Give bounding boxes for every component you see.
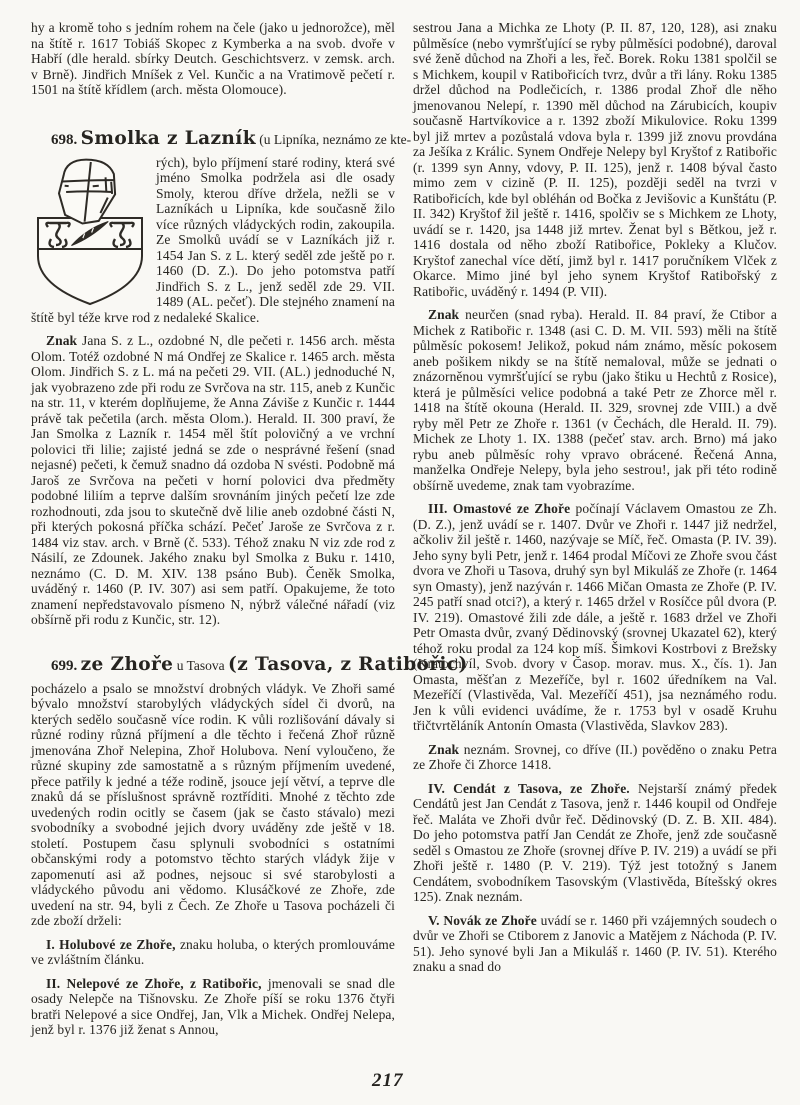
section-title-note: (u Lipníka, neznámo ze kte- [259,131,412,147]
paragraph-lead: Znak [46,333,78,348]
list-item-novak [413,913,777,975]
coat-of-arms-icon [34,158,146,308]
paragraph-rest: jmenovali se snad dle osady Nelepče na Tišnovsku. Ze Zhoře píší se roku 1376 čtyři bratři Nelepové a sice Ondřej, Jan, Vlk a Michek. Ondřej Nelepa, jenž byl r. 1376 již ženat s Annou, [31,975,396,1037]
list-item-omastove [413,501,777,734]
paragraph-znak-nelepove [413,307,777,493]
list-item-holubove [31,937,395,968]
helmet-icon [57,158,118,226]
coat-of-arms-figure [34,158,146,308]
section-698-body [31,155,395,326]
list-item-cendat [413,781,777,905]
paragraph-lead: IV. Cendát z Tasova, ze Zhoře. [428,780,630,796]
paragraph-rest: neurčen (snad ryba). Herald. II. 84 praví, že Ctibor a Michek z Ratibořic r. 1348 (asi C. D. M. VII. 593) měli na štítě půlměsíc pokosem! Jelikož, pokud nám známo, měsíc pokosem aneb pošikem nikdy se na štítě nemaloval, může se jednati o znázorněnou vymršťující se rybu (jako štiku u Hechtů z Rosice), která je půlměsíci velice podobná a také Petr ze Zhorce měl r. 1418 na štítě okouna (Herald. II. 329, srovnej zde VIII.) a dvě ryby měl Petr ze Zhoře r. 1361 (v Čechách, dle Herald. II. 79). Michek ze Lhoty 1. IX. 1388 (pečeť stav. arch. Brno) má jako rybu aneb půlměsíc rohy vpravo obrácené. Řečená Anna, manželka Ondřeje Nelepy, byla jeho sestrou!, jak při této rodině obšírně uvedeme, znak tam vyobrazíme. [413,307,777,493]
left-column [31,20,468,1038]
paragraph-lead: Znak [428,307,460,322]
paragraph-continuation: sestrou Jana a Michka ze Lhoty (P. II. 87, 120, 128), asi znaku půlměsíce (nebo vymršťující se ryby půlměsíci podobné), daroval své ženě důchod na Zhoři a les, řeč. Borek. Roku 1381 spolčil se s Michkem, koupil v Ratibořicích tvrz, dvůr a tři lány. Roku 1385 držel důchod na Podlečicích, r. 1386 prodal Zhoř dle něho jmenovanou Nelepí, r. 1390 měl důchod na Zárubicích, koupiv současně Hartvíkovice a r. 1392 zboží Mikulovice. Roku 1399 byl již mrtev a pozůstalá vdova byla r. 1399 již znovu provdána za Ješíka z Králic. Synem Ondřeje Nelepy byl Kryštof z Ratibořic (r. 1399 syn Anny, vdovy, P. II. 125), jenž r. 1408 býval často mimo zem v cizině (P. II. 125), později seděl na tvrzi v Ratibořicích, kde byl obléhán od Bočka z Jevišovic a Kunštátu (P. II. 342) Kryštof žil ještě r. 1416, spolčiv se s Michkem ze Lhoty, uvádí se r. 1420, jsa 1448 již mrtev. Ženat byl s Bětkou, jež r. 1416 dostala od něho zboží Ratibořice, Pokleky a Klučov. Kryštof zanechal více dětí, jimž byl r. 1417 poručníkem Vlček z Okarce. Mimo jiné byl jeho synem Kryštof Ratibořský z Ratibořic, uváděný r. 1494 (P. VII). [413,20,777,299]
paragraph-lead: V. Novák ze Zhoře [428,912,537,928]
list-item-nelepove [31,976,395,1038]
paragraph-rest: počínají Václavem Omastou ze Zh. (D. Z.), jenž uvádí se r. 1407. Dvůr ve Zhoři r. 1447 již nedržel, ačkoliv žil ještě r. 1460, nazývaje se Míč, řeč. Omasta (P. IV. 39). Jeho syny byli Petr, jenž r. 1464 prodal Míčovi ze Zhoře svou část dvora ve Zhoři u Tasova, druhý syn byl Mikuláš ze Zhoře (r. 1464 syn Omasty), jenž nazýván r. 1466 Mičan Omasta ze Zhoře (P. IV. 245 patří snad otci?), a který r. 1465 držel v Rosíčce půl dvora (P. IV. 219). Omastové žili zde dále, a ještě r. 1683 držel ve Zhoři Petr Omasta dvůr, zvaný Dědinovský (srovnej Ukazatel 62), který téhož roku prodal za 124 kop míš. Šimkovi Kostrbovi z Brežsky (Kratochvíl, Svob. dvory v Časop. morav. mus. X., čís. 1). Jan Omasta, měšťan z Mezeříče, byl r. 1602 úředníkem na Val. Mezeříčí (Vlastivěda, Val. Mezeříčí 451), jsa neznámého rodu. Jen k vůli evidenci uvádíme, že r. 1753 byl v osadě Kruhu třičtvrtěláník Antonín Omasta (Vlastivěda, Slavkov 283). [413,501,777,733]
paragraph-rest: Nejstarší známý předek Cendátů jest Jan Cendát z Tasova, jenž r. 1446 koupil od Ondřeje řeč. Maláta ve Zhoři dvůr řeč. Dědinovský (D. Z. B. XII. 484). Do jeho potomstva patří Jan Cendát ze Zhoře, jenž zde současně seděl s Omastou ze Zhoře (srovnej dříve P. IV. 219) a uvádí se při Zhoři ještě r. 1480 (P. V. 219). Týž jest totožný s Janem Cendátem, svobodníkem Tasovským (Vlastivěda, Bítešský okres 125). Znak neznám. [413,780,777,904]
paragraph-lead: Znak [428,741,460,757]
paragraph-rest: neznám. Srovnej, co dříve (II.) pověděno o znaku Petra ze Zhoře či Zhorce 1418. [413,741,777,772]
page-number: 217 [372,1070,404,1091]
paragraph-rest: znaku holuba, o kterých promlouváme ve zvláštním článku. [31,936,395,967]
section-number: 698. [51,131,78,148]
paragraph-lead: I. Holubové ze Zhoře, [46,936,176,952]
section-title: ze Zhoře [80,653,174,675]
paragraph-lead: III. Omastové ze Zhoře [428,501,571,516]
paragraph: rých), bylo příjmení staré rodiny, která své jméno Smolka podržela asi dle osady Smoly, kterou dříve držela, nežli se v Lazníkách u Lipníka, kde současně žilo více různých vládyckých rodin, zakoupila. Ze Smolků uvádí se v Lazníkách již r. 1454 Jan S. z L. který seděl zde ještě po r. 1460 (D. Z.). Do jeho potomstva patří Jindřich S. z L., jenž seděl zde 29. VII. 1489 (AL. pečeť). Dle stejného znamení na štítě byl téže krve rod z nedaleké Skalice. [31,154,395,325]
section-title-mid: u Tasova [176,657,225,673]
right-column [413,20,777,1038]
paragraph-rest: uvádí se r. 1460 při vzájemných soudech o dvůr ve Zhoři se Ctiborem z Janovic a Matějem z Náchoda (P. IV. 51). Jeho synové byli Jan a Mikuláš r. 1460 (P. IV. 51). Kterého znaku a snad do [413,912,777,974]
paragraph-lead: II. Nelepové ze Zhoře, z Ratibořic, [46,975,262,991]
section-heading-698 [31,127,412,151]
paragraph-rest: Jana S. z L., ozdobné N, dle pečeti r. 1456 arch. města Olom. Totéž ozdobné N má Ondřej ze Skalice r. 1465 arch. města Olom. Jindřich S. z L. má na pečeti 29. VII. (AL.) jednoduché N, jak vyobrazeno zde při rodu ze Svrčova na str. 115, aneb z Kunčic na str. 11, v kterém doplňujeme, že Anna Záviše z Kunčic r. 1444 právě tak pečetila (arch. města Olom.). Herald. II. 300 praví, že Jan Smolka z Lazník r. 1454 měl štít polovičný a ve vrchní polovici tři lilie; zajisté jedná se zde o nesprávné řešení (snad nejasné) pečeti, k čemuž snadno dá ozdoba N svésti. Podobně má Jaroš ze Svrčova na pečeti v horní polovici dva předměty podobné liliím a teprve dalším srovnáním jiných pečetí lze zde rozhodnouti, zda jsou to skutečně dvě lilie aneb ozdobné části N, při kterých pokosná příčka schází. Pečeť Jaroše ze Svrčova z r. 1484 viz stav. arch. v Brně (č. 533). Téhož znaku N viz zde rod z Násilí, ze Zdounek. Jakého znaku byl Smolka z Buku r. 1410, neznámo (C. D. M. XIV. 138 psáno Bub). Čeněk Smolka, uváděný r. 1460 (P. IV. 307) asi sem patří. Opakujeme, že toto znamení nepředstavovalo písmeno N, nýbrž válečné nářadí (viz obšírně při rodu z Kunčic, str. 12). [31,333,395,627]
paragraph-znak-smolka [31,333,395,628]
paragraph: pocházelo a psalo se množství drobných vládyk. Ve Zhoři samé bývalo množství starobylých vládyckých sídel či dvorů, na kterých sedělo současně více rodin. K vůli rozlišování dávaly si různé rodiny různá příjmení a dle těchto i řečená Zhoř různě jmenována Zhoř Nelepina, Zhoř Holubova. Není vyloučeno, že různé skupiny zde samostatně a s různým příjmením uvedené, přece patřily k jedné a téže rodině, jsouce její větví, a teprve dle znaků dá se příslušnost správně roztříditi. Mnohé z těchto zde uvedených rodin ocitly se časem (jak se často stávalo) mezi svobodníky a svobodné jejich dvory uváděny zde ještě v 18. století. Postupem času splynuli svobodníci s ostatními občanskými rody a potomstvo těchto starých vládyk žije v zapomenutí asi až podnes, nejsouc si své starobylosti a vládyckého původu ani vědomo. Klusáčkové ze Zhoře, zde uvedení na str. 94, byli z Čech. Ze Zhoře u Tasova pocházeli či zde zboží drželi: [31,680,395,928]
section-heading-699 [31,653,468,677]
section-title: Smolka z Lazník [80,127,256,149]
paragraph-continuation: hy a kromě toho s jedním rohem na čele (jako u jednorožce), měl na štítě r. 1617 Tobiáš Skopec z Kymberka a na svob. dvoře v Habří (dle herald. sbírky Deutch. Geschichtsverz. v zemsk. arch. v Brně). Jindřich Mníšek z Vel. Kunčic a na Vratimově pečetí r. 1501 na štítě křídlem (arch. města Olomouce). [31,20,395,97]
section-number: 699. [51,657,78,674]
paragraph-znak-omastove [413,742,777,773]
section-title-2: (z Tasova, z Ratibořic) [228,653,468,675]
